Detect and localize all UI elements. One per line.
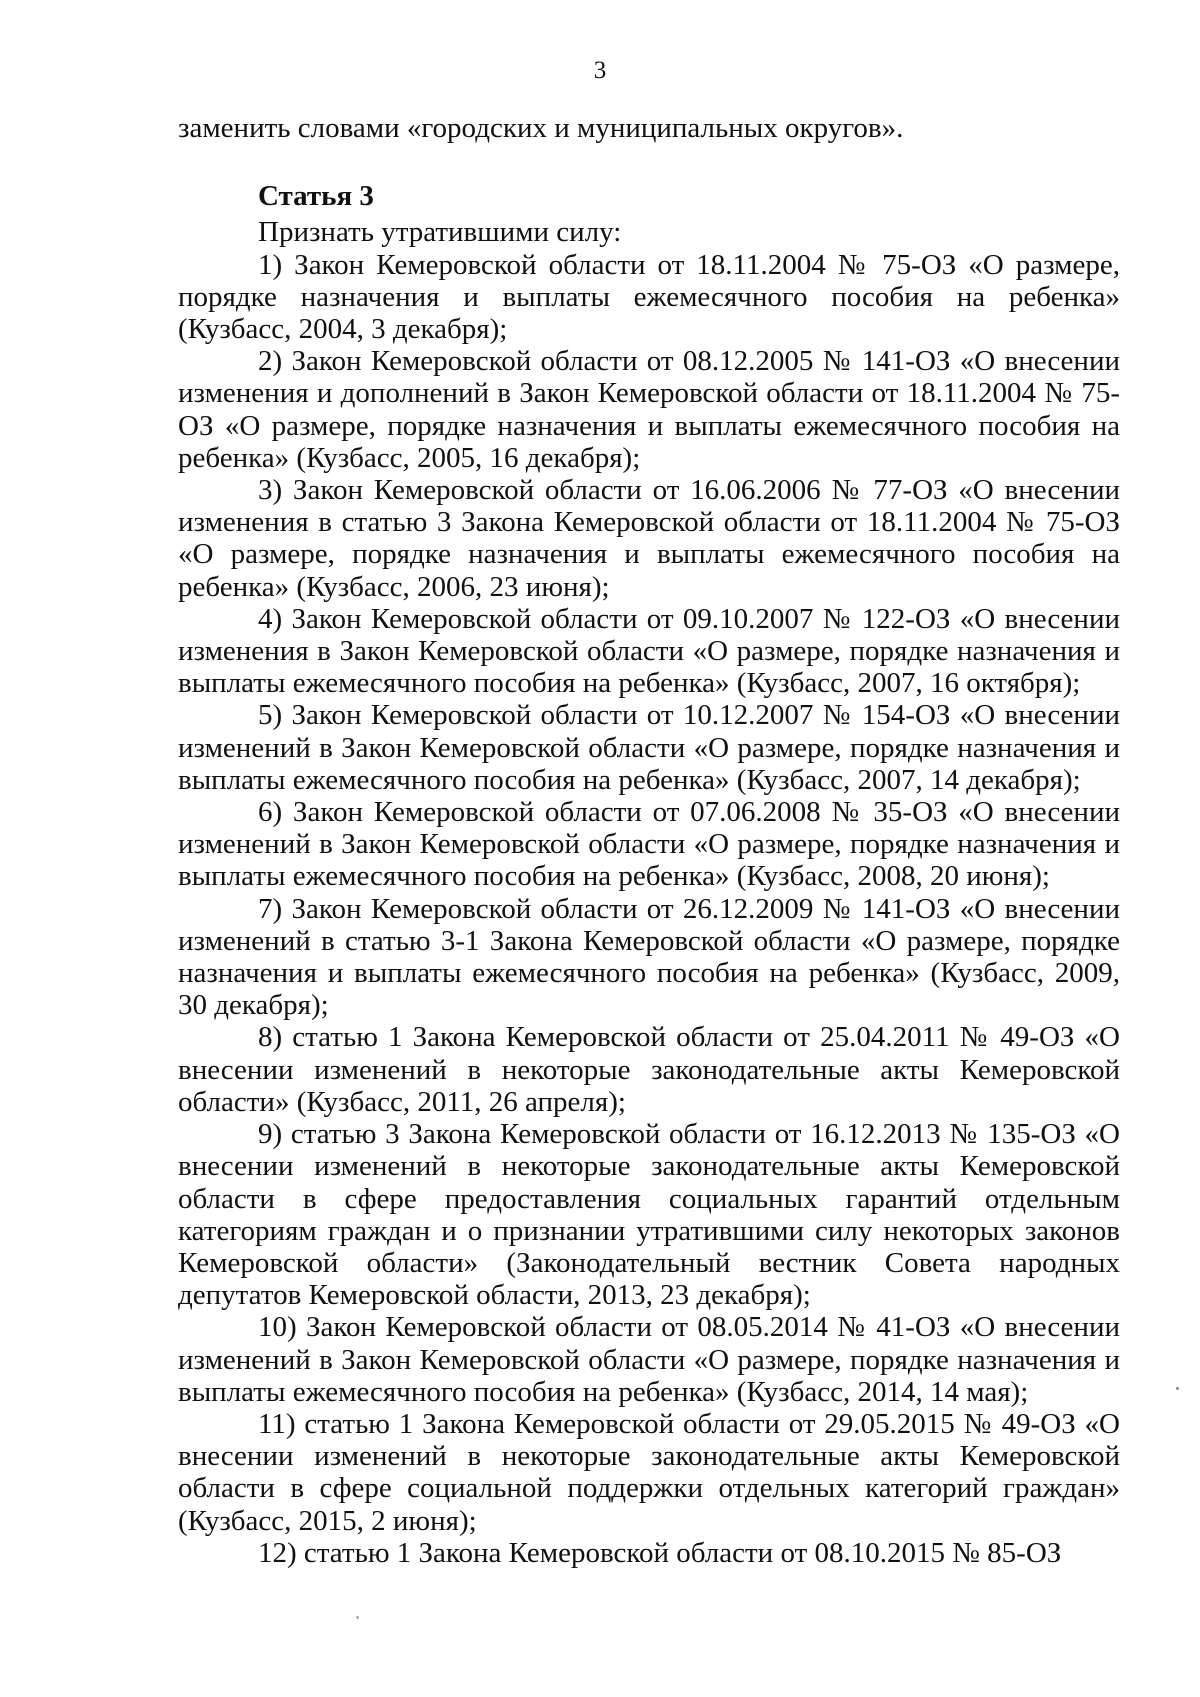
list-item-2: 2) Закон Кемеровской области от 08.12.2005 № 141-ОЗ «О внесении изменения и дополнений в Закон Кемеровской области от 18.11.2004 № 75-ОЗ «О размере, порядке назначения и выплаты ежемесячного пособия на ребенка» (Кузбасс, 2005, 16 декабря); [178, 345, 1120, 474]
list-item-7: 7) Закон Кемеровской области от 26.12.2009 № 141-ОЗ «О внесении изменений в статью 3-1 Закона Кемеровской области «О размере, порядке назначения и выплаты ежемесячного пособия на ребенка» (Кузбасс, 2009, 30 декабря); [178, 892, 1120, 1022]
continuation-line: заменить словами «городских и муниципальных округов». [178, 112, 904, 144]
list-item-8: 8) статью 1 Закона Кемеровской области от 25.04.2011 № 49-ОЗ «О внесении изменений в некоторые законодательные акты Кемеровской области» (Кузбасс, 2011, 26 апреля); [178, 1021, 1120, 1118]
list-item-3: 3) Закон Кемеровской области от 16.06.2006 № 77-ОЗ «О внесении изменения в статью 3 Закона Кемеровской области от 18.11.2004 № 75-ОЗ «О размере, порядке назначения и выплаты ежемесячного пособия на ребенка» (Кузбасс, 2006, 23 июня); [178, 474, 1120, 603]
list-item-10: 10) Закон Кемеровской области от 08.05.2014 № 41-ОЗ «О внесении изменений в Закон Кемеровской области «О размере, порядке назначения и выплаты ежемесячного пособия на ребенка» (Кузбасс, 2014, 14 мая); [178, 1311, 1120, 1408]
list-item-12: 12) статью 1 Закона Кемеровской области от 08.10.2015 № 85-ОЗ [258, 1536, 1062, 1569]
list-item-5: 5) Закон Кемеровской области от 10.12.2007 № 154-ОЗ «О внесении изменений в Закон Кемеровской области «О размере, порядке назначения и выплаты ежемесячного пособия на ребенка» (Кузбасс, 2007, 14 декабря); [178, 699, 1120, 796]
list-item-4: 4) Закон Кемеровской области от 09.10.2007 № 122-ОЗ «О внесении изменения в Закон Кемеровской области «О размере, порядке назначения и выплаты ежемесячного пособия на ребенка» (Кузбасс, 2007, 16 октября); [178, 602, 1120, 700]
scan-speck [356, 1616, 359, 1619]
scan-speck [1176, 1387, 1179, 1390]
article-intro: Признать утратившими силу: [258, 216, 622, 249]
list-item-9: 9) статью 3 Закона Кемеровской области от 16.12.2013 № 135-ОЗ «О внесении изменений в некоторые законодательные акты Кемеровской области в сфере предоставления социальных гарантий отдельным категориям граждан и о признании утратившими силу некоторых законов Кемеровской области» (Законодательный вестник Совета народных депутатов Кемеровской области, 2013, 23 декабря); [178, 1118, 1120, 1312]
article-heading: Статья 3 [258, 180, 374, 213]
document-body [178, 112, 1120, 1569]
list-item-11: 11) статью 1 Закона Кемеровской области от 29.05.2015 № 49-ОЗ «О внесении изменений в некоторые законодательные акты Кемеровской области в сфере социальной поддержки отдельных категорий граждан» (Кузбасс, 2015, 2 июня); [178, 1407, 1120, 1537]
list-item-1: 1) Закон Кемеровской области от 18.11.2004 № 75-ОЗ «О размере, порядке назначения и выплаты ежемесячного пособия на ребенка» (Кузбасс, 2004, 3 декабря); [178, 248, 1120, 346]
page-number: 3 [593, 57, 607, 84]
list-item-6: 6) Закон Кемеровской области от 07.06.2008 № 35-ОЗ «О внесении изменений в Закон Кемеровской области «О размере, порядке назначения и выплаты ежемесячного пособия на ребенка» (Кузбасс, 2008, 20 июня); [178, 796, 1120, 893]
